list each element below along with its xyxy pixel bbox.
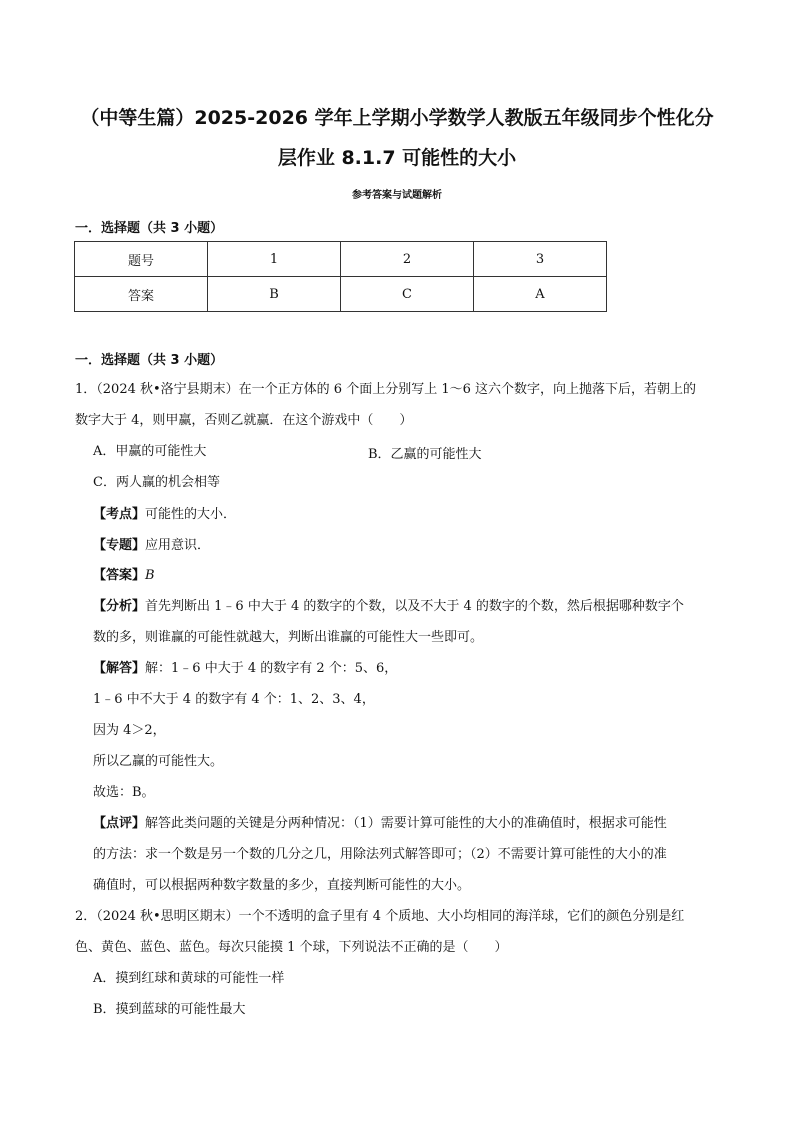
q1-option-c: C．两人赢的机会相等 bbox=[93, 475, 220, 490]
q2-option-b: B．摸到蓝球的可能性最大 bbox=[93, 1002, 246, 1017]
q2-stem-line-1: 2．（2024 秋•思明区期末）一个不透明的盒子里有 4 个质地、大小均相同的海洋球，它们的颜色分别是红 bbox=[75, 909, 685, 924]
document-title bbox=[60, 98, 734, 178]
document-subtitle: 参考答案与试题解析 bbox=[352, 190, 442, 201]
q1-jieda-line-1 bbox=[93, 660, 397, 678]
title-line-2: 层作业 8.1.7 可能性的大小 bbox=[277, 147, 517, 169]
answer-1: B bbox=[208, 277, 341, 312]
q1-stem-line-2: 数字大于 4，则甲赢，否则乙就赢．在这个游戏中（ ） bbox=[75, 413, 413, 428]
kaodian-tag: 【考点】 bbox=[93, 507, 146, 522]
question-number-2: 2 bbox=[341, 242, 474, 277]
jieda-tag: 【解答】 bbox=[93, 661, 146, 676]
dianping-tag: 【点评】 bbox=[93, 816, 146, 831]
q1-dianping-line-2: 的方法：求一个数是另一个数的几分之几，用除法列式解答即可；（2）不需要计算可能性的大小的准 bbox=[93, 847, 667, 862]
jieda-text-1: 解：1﹣6 中大于 4 的数字有 2 个：5、6， bbox=[145, 661, 398, 676]
fenxi-tag: 【分析】 bbox=[93, 599, 146, 614]
daan-text: B bbox=[145, 568, 155, 583]
row-label-answer: 答案 bbox=[75, 277, 208, 312]
q1-fenxi-line-2: 数的多，则谁赢的可能性就越大，判断出谁赢的可能性大一些即可。 bbox=[93, 630, 484, 645]
q1-jieda-line-2: 1﹣6 中不大于 4 的数字有 4 个：1、2、3、4， bbox=[93, 692, 375, 707]
title-line-1: （中等生篇）2025-2026 学年上学期小学数学人教版五年级同步个性化分 bbox=[80, 107, 714, 129]
answer-table-row-answers bbox=[75, 277, 607, 312]
q1-zhuanti bbox=[93, 537, 210, 555]
q1-jieda-line-4: 所以乙赢的可能性大。 bbox=[93, 754, 224, 769]
q1-daan bbox=[93, 567, 155, 585]
q1-stem-line-1: 1．（2024 秋•洛宁县期末）在一个正方体的 6 个面上分别写上 1～6 这六个数字，向上抛落下后，若朝上的 bbox=[75, 382, 696, 397]
zhuanti-text: 应用意识． bbox=[145, 538, 211, 553]
zhuanti-tag: 【专题】 bbox=[93, 538, 146, 553]
section-heading-1: 一．选择题（共 3 小题） bbox=[75, 221, 224, 236]
answer-table-row-numbers bbox=[75, 242, 607, 277]
question-number-1: 1 bbox=[208, 242, 341, 277]
kaodian-text: 可能性的大小． bbox=[145, 507, 237, 522]
q1-jieda-line-3: 因为 4＞2， bbox=[93, 723, 166, 738]
fenxi-text-1: 首先判断出 1﹣6 中大于 4 的数字的个数，以及不大于 4 的数字的个数，然后根据哪种数字个 bbox=[145, 599, 684, 614]
q1-kaodian bbox=[93, 506, 236, 524]
question-number-3: 3 bbox=[474, 242, 607, 277]
q1-dianping-line-1 bbox=[93, 815, 667, 833]
q2-stem-line-2: 色、黄色、蓝色、蓝色。每次只能摸 1 个球，下列说法不正确的是（ ） bbox=[75, 940, 508, 955]
section-heading-2: 一．选择题（共 3 小题） bbox=[75, 353, 224, 368]
daan-tag: 【答案】 bbox=[93, 568, 146, 583]
q1-option-b: B．乙赢的可能性大 bbox=[368, 447, 482, 462]
dianping-text-1: 解答此类问题的关键是分两种情况：（1）需要计算可能性的大小的准确值时，根据求可能性 bbox=[145, 816, 667, 831]
q1-dianping-line-3: 确值时，可以根据两种数字数量的多少，直接判断可能性的大小。 bbox=[93, 878, 471, 893]
answer-3: A bbox=[474, 277, 607, 312]
row-label-number: 题号 bbox=[75, 242, 208, 277]
q2-option-a: A．摸到红球和黄球的可能性一样 bbox=[93, 971, 285, 986]
answer-table bbox=[74, 241, 607, 312]
q1-jieda-line-5: 故选：B。 bbox=[93, 785, 155, 800]
q1-fenxi-line-1 bbox=[93, 598, 684, 616]
answer-2: C bbox=[341, 277, 474, 312]
q1-option-a: A．甲赢的可能性大 bbox=[93, 444, 207, 459]
